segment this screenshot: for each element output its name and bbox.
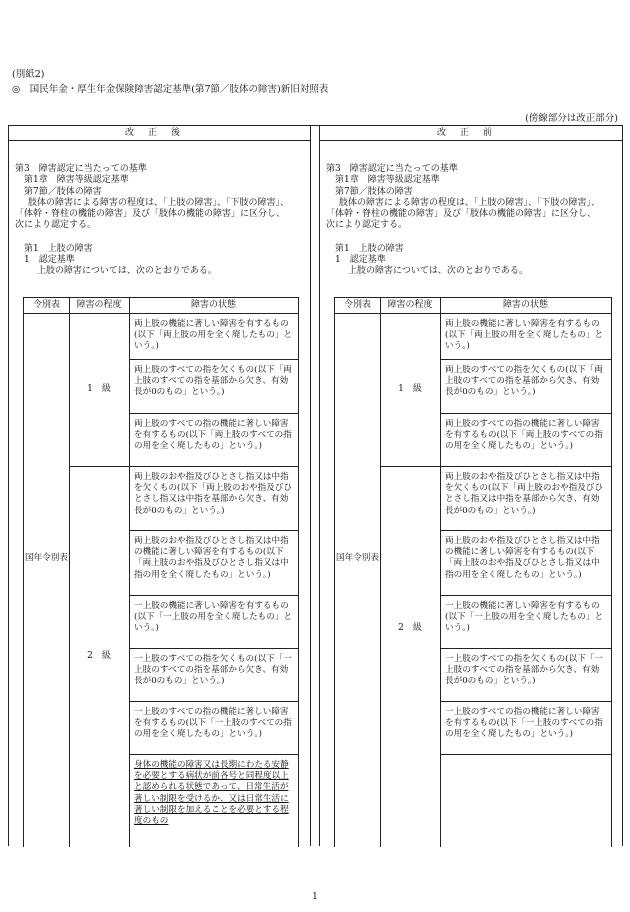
intro-line: 次により認定する。: [15, 220, 97, 231]
section-heading: 第1 上肢の障害: [24, 243, 93, 254]
table-header: 令別表: [343, 300, 371, 310]
criteria-cell: 両上肢のすべての指を欠くもの(以下「両上肢のすべての指を基部から欠き、有効長が0のもの」という。): [445, 365, 603, 398]
column-before: [319, 126, 623, 846]
intro-line: 「体幹・脊柱の機能の障害」及び「肢体の機能の障害」に区分し、: [15, 209, 286, 219]
criteria-cell: 両上肢のおや指及びひとさし指又は中指の機能に著しい障害を有するもの(以下「両上肢のおや指及びひとさし指又は中指の用を全く廃したもの」という。): [134, 536, 289, 580]
column-header-after: 改正後: [9, 126, 310, 141]
criteria-cell: 一上肢の機能に著しい障害を有するもの(以下「一上肢の用を全く廃したもの」という。): [445, 601, 604, 634]
criteria-cell: 両上肢の機能に著しい障害を有するもの(以下「両上肢の用を全く廃したもの」という。): [445, 319, 604, 352]
intro-line: 第7節／肢体の障害: [24, 186, 102, 197]
criteria-cell: 両上肢のおや指及びひとさし指又は中指を欠くもの(以下「両上肢のおや指及びひとさし指又は中指を基部から欠き、有効長が0のもの」という。): [134, 472, 293, 516]
grade-2: 2 級: [87, 651, 111, 661]
section-heading: 1 認定基準: [24, 254, 75, 265]
intro-after: [15, 164, 304, 277]
criteria-cell: 一上肢のすべての指の機能に著しい障害を有するもの(以下「一上肢のすべての指の用を全く廃したもの」という。): [134, 707, 292, 740]
table-header: 障害の程度: [387, 300, 433, 310]
criteria-cell: 両上肢のすべての指の機能に著しい障害を有するもの(以下「両上肢のすべての指の用を全く廃したもの」という。): [445, 419, 603, 452]
criteria-cell: 両上肢のおや指及びひとさし指又は中指を欠くもの(以下「両上肢のおや指及びひとさし指又は中指を基部から欠き、有効長が0のもの」という。): [445, 472, 604, 516]
document-title: ◎ 国民年金・厚生年金保険障害認定基準(第7節／肢体の障害)新旧対照表: [12, 84, 329, 95]
criteria-cell: 一上肢の機能に著しい障害を有するもの(以下「一上肢の用を全く廃したもの」という。): [134, 601, 293, 634]
intro-line: 「体幹・脊柱の機能の障害」及び「肢体の機能の障害」に区分し、: [326, 209, 597, 219]
intro-line: 第1章 障害等級認定基準: [24, 175, 129, 186]
intro-line: 肢体の障害による障害の程度は、「上肢の障害」、「下肢の障害」、: [339, 197, 601, 208]
criteria-cell: 一上肢のすべての指を欠くもの(以下「一上肢のすべての指を基部から欠き、有効長が0のもの」という。): [445, 654, 603, 687]
column-header-before: 改正前: [320, 126, 623, 141]
note-label: (傍線部分は改正部分): [525, 113, 618, 124]
intro-line: 第3 障害認定に当たっての基準: [326, 164, 458, 174]
grade-1: 1 級: [398, 384, 422, 394]
criteria-cell: 一上肢のすべての指の機能に著しい障害を有するもの(以下「一上肢のすべての指の用を全く廃したもの」という。): [445, 707, 603, 740]
section-heading: 1 認定基準: [335, 254, 386, 265]
page-number: 1: [312, 892, 318, 902]
section-text: 上肢の障害については、次のとおりである。: [348, 266, 528, 276]
table-header: 障害の状態: [502, 300, 548, 310]
intro-line: 肢体の障害による障害の程度は、「上肢の障害」、「下肢の障害」、: [28, 197, 290, 208]
section-heading: 第1 上肢の障害: [335, 243, 404, 254]
table-header: 障害の状態: [190, 300, 236, 310]
intro-before: [326, 164, 617, 277]
table-header: 障害の程度: [76, 300, 122, 310]
criteria-table-before: [334, 297, 612, 847]
intro-line: 第7節／肢体の障害: [335, 186, 413, 197]
intro-line: 次により認定する。: [326, 220, 408, 231]
section-text: 上肢の障害については、次のとおりである。: [37, 266, 217, 276]
attachment-label: (別紙2): [12, 69, 45, 80]
criteria-cell: 両上肢の機能に著しい障害を有するもの(以下「両上肢の用を全く廃したもの」という。): [134, 319, 293, 352]
grade-1: 1 級: [87, 384, 111, 394]
intro-line: 第1章 障害等級認定基準: [335, 175, 440, 186]
table-header: 令別表: [32, 300, 60, 310]
law-reference: 国年令別表: [25, 553, 68, 563]
law-reference: 国年令別表: [336, 553, 379, 563]
criteria-cell: 一上肢のすべての指を欠くもの(以下「一上肢のすべての指を基部から欠き、有効長が0のもの」という。): [134, 654, 292, 687]
comparison-table: [8, 125, 623, 846]
grade-2: 2 級: [398, 623, 422, 633]
intro-line: 第3 障害認定に当たっての基準: [15, 164, 147, 174]
criteria-cell: 両上肢のおや指及びひとさし指又は中指の機能に著しい障害を有するもの(以下「両上肢のおや指及びひとさし指又は中指の用を全く廃したもの」という。): [445, 536, 600, 580]
criteria-cell-new: 身体の機能の障害又は長期にわたる安静を必要とする病状が前各号と同程度以上と認められる状態であって、日常生活が著しい制限を受けるか、又は日常生活に著しい制限を加えることを必要とする程度のもの: [134, 760, 289, 826]
criteria-table-after: [23, 297, 299, 847]
criteria-cell: 両上肢のすべての指を欠くもの(以下「両上肢のすべての指を基部から欠き、有効長が0のもの」という。): [134, 365, 292, 398]
column-after: [9, 126, 311, 846]
criteria-cell: 両上肢のすべての指の機能に著しい障害を有するもの(以下「両上肢のすべての指の用を全く廃したもの」という。): [134, 419, 292, 452]
